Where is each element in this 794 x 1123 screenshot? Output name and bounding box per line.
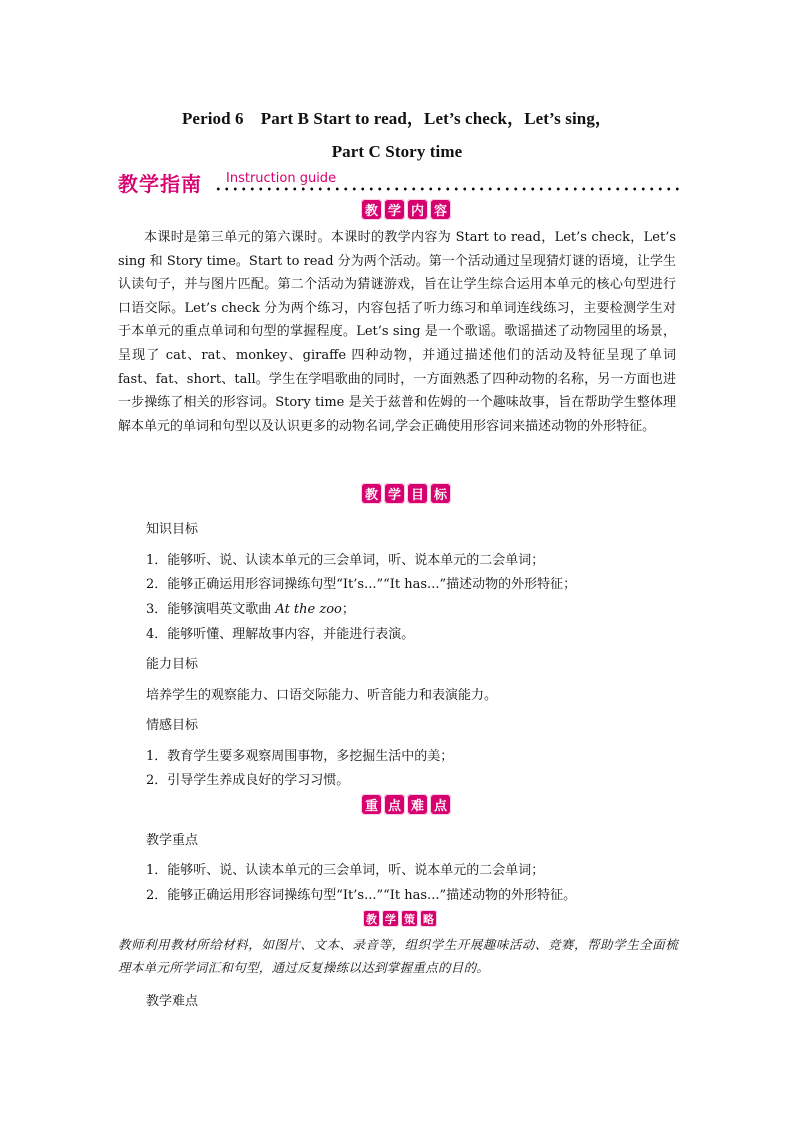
- song-tail: ；: [341, 602, 355, 617]
- badge-char: 策: [401, 910, 418, 927]
- badge-char: 学: [384, 483, 405, 504]
- teaching-strategy-badge: [363, 910, 437, 932]
- song-title: At the zoo: [275, 602, 342, 617]
- badge-char: 学: [382, 910, 399, 927]
- instruction-guide-header: [118, 168, 683, 194]
- content-paragraph: 本课时是第三单元的第六课时。本课时的教学内容为 Start to read，Let’s check，Let’s sing 和 Story time。Start to read 分为两个活动。第一个活动通过呈现猜灯谜的语境，让学生认读句子，并与图片匹配。第二个活动为猜谜游戏，旨在让学生综合运用本单元的核心句型进行口语交际。Let’s check 分为两个练习，内容包括了听力练习和单词连线练习，主要检测学生对于本单元的重点单词和句型的掌握程度。Let’s sing 是一个歌谣。歌谣描述了动物园里的场景，呈现了 cat、rat、monkey、giraffe 四种动物，并通过描述他们的活动及特征呈现了单词 fast、fat、short、tall。学生在学唱歌曲的同时，一方面熟悉了四种动物的名称，另一方面也进一步操练了相关的形容词。Story time 是关于兹普和佐姆的一个趣味故事，旨在帮助学生整体理解本单元的单词和句型以及认识更多的动物名词,学会正确使用形容词来描述动物的外形特征。: [118, 230, 676, 434]
- guide-title-cn: 教学指南: [118, 172, 202, 196]
- badge-char: 难: [407, 794, 428, 815]
- badge-char: 重: [361, 794, 382, 815]
- ability-goal-text: 培养学生的观察能力、口语交际能力、听音能力和表演能力。: [146, 688, 498, 703]
- key-difficult-points-badge: [361, 794, 451, 816]
- badge-char: 点: [384, 794, 405, 815]
- knowledge-goal-item: 1．能够听、说、认读本单元的三会单词，听、说本单元的二会单词；: [146, 553, 545, 568]
- knowledge-goal-item: 2．能够正确运用形容词操练句型“It’s...”“It has...”描述动物的外形特征；: [146, 577, 577, 592]
- badge-char: 教: [361, 199, 382, 220]
- difficult-points-heading: 教学难点: [146, 994, 199, 1009]
- key-points-heading: 教学重点: [146, 833, 199, 848]
- badge-char: 教: [361, 483, 382, 504]
- badge-char: 内: [407, 199, 428, 220]
- badge-char: 略: [420, 910, 437, 927]
- ability-goals-heading: 能力目标: [146, 657, 199, 672]
- knowledge-goal-item: [146, 598, 355, 617]
- knowledge-goal-item: 4．能够听懂、理解故事内容，并能进行表演。: [146, 627, 415, 642]
- badge-char: 教: [363, 910, 380, 927]
- key-point-item: 2．能够正确运用形容词操练句型“It’s...”“It has...”描述动物的外形特征。: [146, 888, 577, 903]
- teaching-content-badge: [361, 199, 451, 221]
- emotion-goals-heading: 情感目标: [146, 718, 199, 733]
- lesson-title-line1: Period 6 Part B Start to read，Let’s check，Let’s sing，: [181, 109, 613, 128]
- emotion-goal-item: 1．教育学生要多观察周围事物，多挖掘生活中的美；: [146, 749, 454, 764]
- teaching-goals-badge: [361, 483, 451, 505]
- badge-char: 目: [407, 483, 428, 504]
- knowledge-goals-heading: 知识目标: [146, 522, 199, 537]
- badge-char: 容: [430, 199, 451, 220]
- strategy-text: 教师利用教材所给材料，如图片、文本、录音等，组织学生开展趣味活动、竞赛，帮助学生全面梳理本单元所学词汇和句型，通过反复操练以达到掌握重点的目的。: [118, 937, 678, 975]
- key-point-item: 1．能够听、说、认读本单元的三会单词，听、说本单元的二会单词；: [146, 863, 545, 878]
- guide-title-en: Instruction guide: [226, 171, 337, 186]
- badge-char: 标: [430, 483, 451, 504]
- badge-char: 点: [430, 794, 451, 815]
- lesson-title-line2: Part C Story time: [331, 142, 463, 161]
- dotted-divider: [214, 186, 683, 192]
- knowledge-goal-text: 3．能够演唱英文歌曲: [146, 602, 276, 617]
- emotion-goal-item: 2．引导学生养成良好的学习习惯。: [146, 773, 350, 788]
- badge-char: 学: [384, 199, 405, 220]
